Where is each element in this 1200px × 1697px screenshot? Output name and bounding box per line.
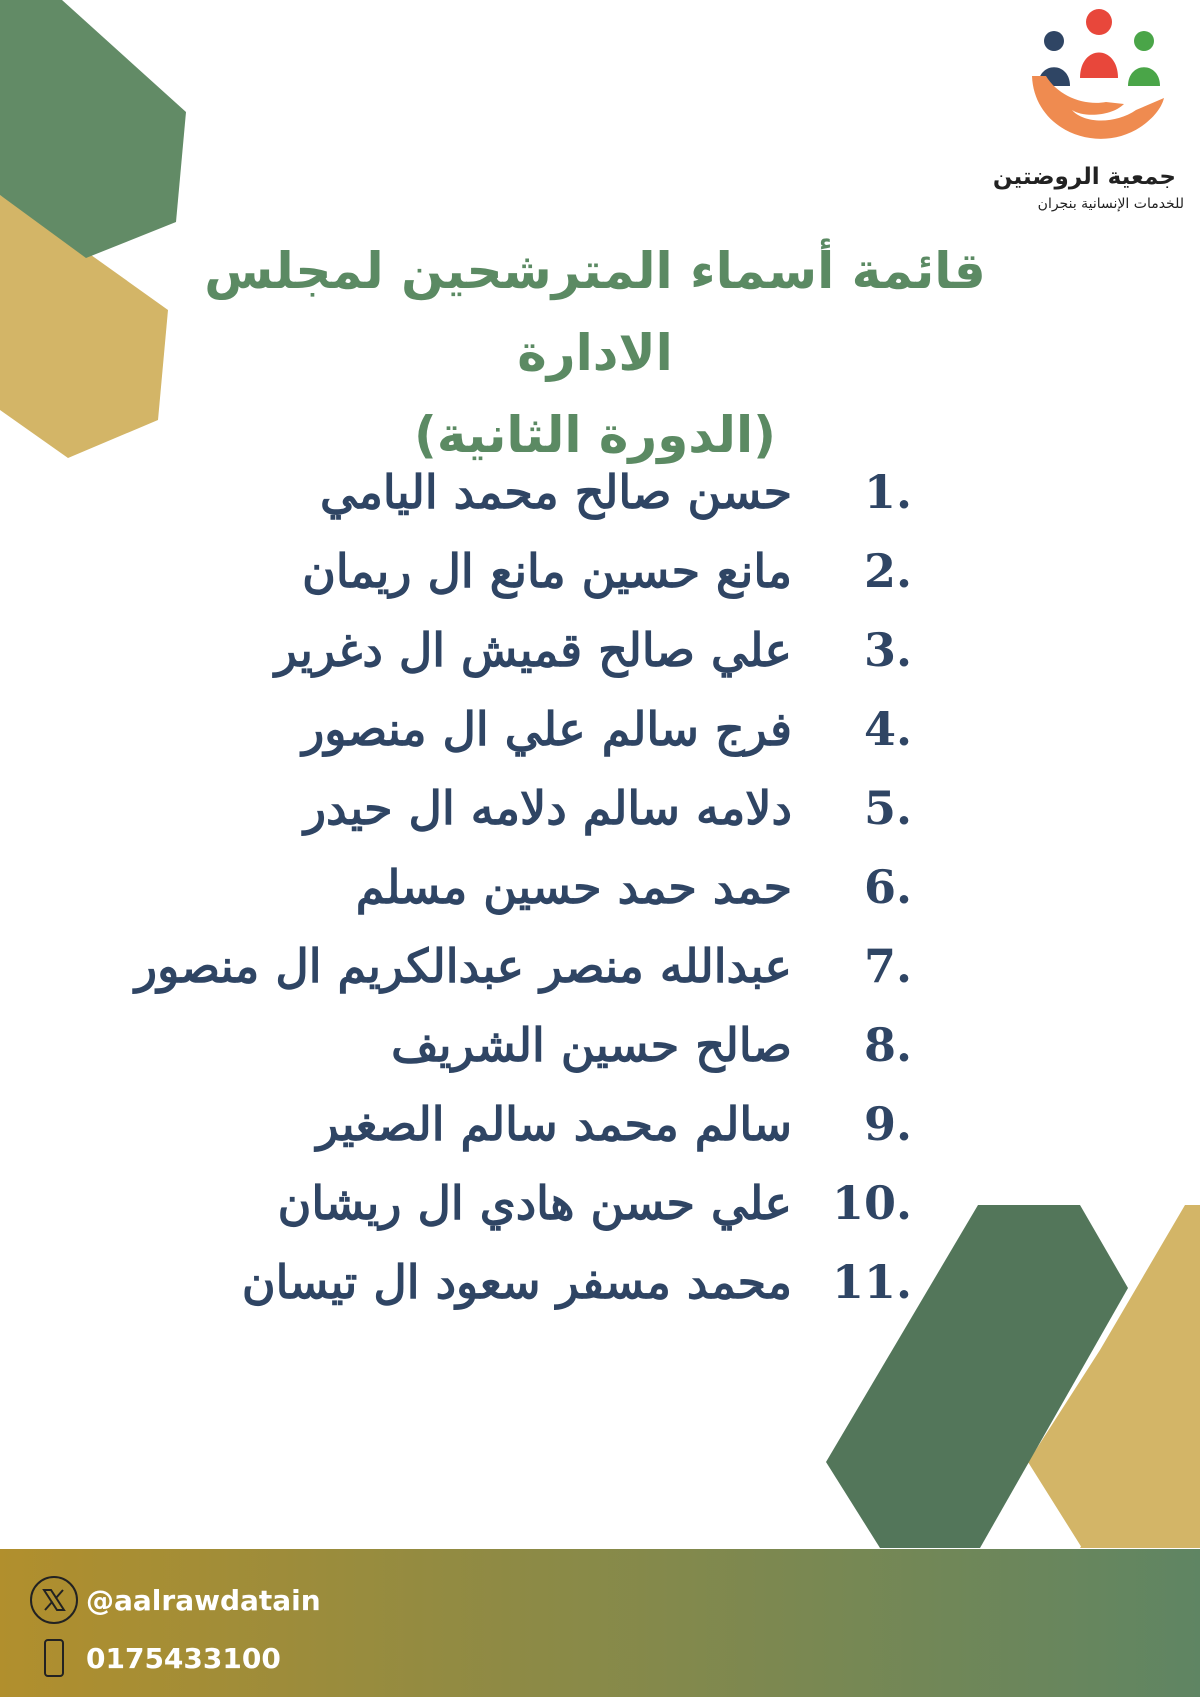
list-item-name: علي حسن هادي ال ريشان (277, 1175, 792, 1230)
list-item-number: 3. (863, 622, 912, 677)
twitter-handle[interactable]: @aalrawdatain (86, 1583, 321, 1617)
logo-mark-icon (1024, 6, 1174, 156)
list-item (135, 847, 912, 926)
phone-contact[interactable] (30, 1639, 281, 1677)
list-item (135, 610, 912, 689)
list-item-name: صالح حسين الشريف (391, 1017, 792, 1072)
list-item (135, 1163, 912, 1242)
phone-icon (44, 1639, 64, 1677)
list-item (135, 689, 912, 768)
list-item-name: عبدالله منصر عبدالكريم ال منصور (134, 938, 792, 993)
list-item-name: سالم محمد سالم الصغير (316, 1096, 792, 1151)
list-item-number: 4. (863, 701, 912, 756)
list-item-number: 11. (831, 1254, 912, 1309)
list-item-number: 6. (863, 859, 912, 914)
footer-bar (0, 1549, 1200, 1697)
list-item-name: دلامه سالم دلامه ال حيدر (303, 780, 792, 835)
list-item-number: 8. (863, 1017, 912, 1072)
title-line-2: (الدورة الثانية) (414, 406, 776, 464)
list-item (135, 768, 912, 847)
list-item (135, 1242, 912, 1321)
page-title (120, 230, 1070, 476)
list-item-name: حسن صالح محمد اليامي (319, 464, 792, 519)
list-item-name: فرج سالم علي ال منصور (302, 701, 792, 756)
list-item-number: 9. (863, 1096, 912, 1151)
x-logo-icon (30, 1576, 78, 1624)
list-item-number: 1. (863, 464, 912, 519)
title-line-1: قائمة أسماء المترشحين لمجلس الادارة (204, 242, 986, 382)
twitter-contact[interactable] (30, 1576, 321, 1624)
list-item-name: محمد مسفر سعود ال تيسان (241, 1254, 792, 1309)
list-item (135, 926, 912, 1005)
list-item-name: حمد حمد حسين مسلم (355, 859, 792, 914)
list-item (135, 531, 912, 610)
list-item-number: 7. (863, 938, 912, 993)
list-item-number: 2. (863, 543, 912, 598)
list-item (135, 1005, 912, 1084)
list-item-number: 10. (831, 1175, 912, 1230)
list-item-number: 5. (863, 780, 912, 835)
list-item (135, 452, 912, 531)
candidate-list (135, 452, 912, 1321)
organization-name: جمعية الروضتين (992, 164, 1176, 190)
organization-logo (984, 6, 1184, 216)
organization-subtitle: للخدمات الإنسانية بنجران (1037, 196, 1184, 212)
list-item-name: علي صالح قميش ال دغرير (274, 622, 792, 677)
list-item (135, 1084, 912, 1163)
phone-number[interactable]: 0175433100 (86, 1641, 281, 1675)
list-item-name: مانع حسين مانع ال ريمان (302, 543, 792, 598)
